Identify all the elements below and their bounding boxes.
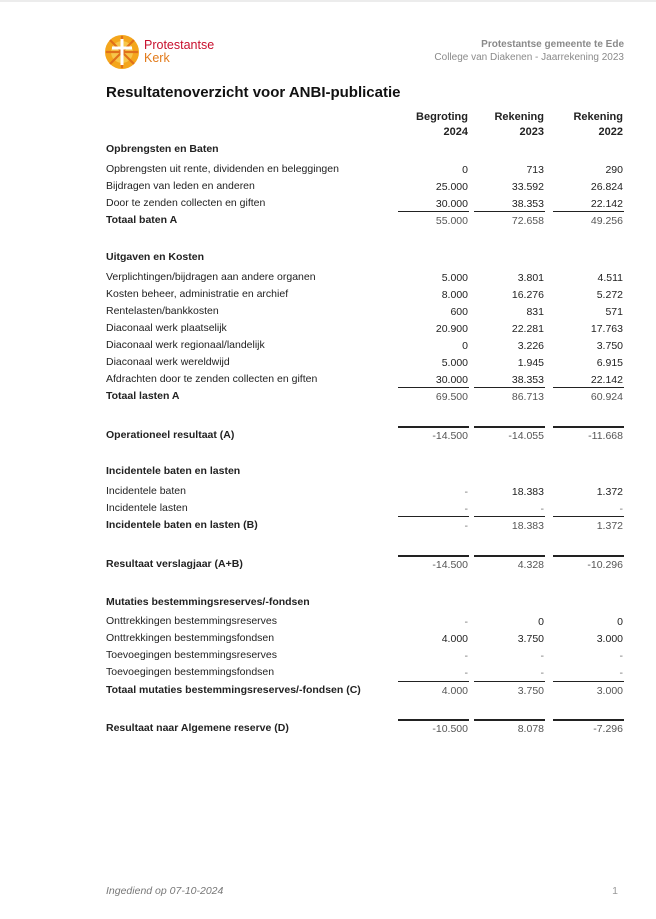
- cell-value: 1.372: [596, 520, 623, 532]
- cell-value: 72.658: [511, 215, 544, 227]
- cell-value: -: [464, 616, 468, 628]
- cell-value: 33.592: [511, 181, 544, 193]
- row-label: Bijdragen van leden en anderen: [106, 180, 255, 192]
- section-heading: [106, 594, 624, 610]
- cell-value: 5.272: [596, 289, 623, 301]
- column-header-rekening-2023: [474, 110, 544, 140]
- cell-value: 20.900: [435, 323, 468, 335]
- cell-value: 25.000: [435, 181, 468, 193]
- logo: [104, 34, 214, 70]
- cell-value: 16.276: [511, 289, 544, 301]
- cell-value: 8.000: [441, 289, 468, 301]
- row-label: Diaconaal werk regionaal/landelijk: [106, 339, 265, 351]
- table-row: [106, 195, 624, 211]
- cell-value: 18.383: [511, 520, 544, 532]
- cell-value: 86.713: [511, 391, 544, 403]
- cell-value: 69.500: [435, 391, 468, 403]
- logo-line1: Protestantse: [144, 38, 215, 52]
- cell-value: 3.000: [596, 633, 623, 645]
- result-row: [106, 427, 624, 443]
- total-row: [106, 388, 624, 404]
- cell-value: 30.000: [435, 374, 468, 386]
- cell-value: -: [464, 667, 468, 679]
- row-label: Incidentele baten en lasten: [106, 465, 241, 477]
- row-label: Opbrengsten en Baten: [106, 143, 219, 155]
- column-header-line2: 2022: [598, 126, 623, 138]
- cell-value: 55.000: [435, 215, 468, 227]
- row-label: Kosten beheer, administratie en archief: [106, 288, 289, 300]
- table-row: [106, 630, 624, 646]
- section-heading: [106, 249, 624, 265]
- cell-value: 38.353: [511, 198, 544, 210]
- cell-value: 3.750: [517, 633, 544, 645]
- column-header-line1: Begroting: [416, 111, 468, 123]
- cell-value: 4.328: [517, 559, 544, 571]
- cell-value: -14.500: [432, 430, 468, 442]
- document-subtitle: College van Diakenen - Jaarrekening 2023: [434, 52, 624, 63]
- cell-value: -: [619, 503, 623, 515]
- result-row: [106, 720, 624, 736]
- result-row: [106, 556, 624, 572]
- column-header-begroting-2024: [398, 110, 468, 140]
- section-heading: [106, 141, 624, 157]
- cell-value: -7.296: [593, 723, 623, 735]
- cell-value: 571: [605, 306, 623, 318]
- column-header-line2: 2024: [443, 126, 468, 138]
- table-row: [106, 269, 624, 285]
- row-label: Verplichtingen/bijdragen aan andere organen: [106, 271, 316, 283]
- cell-value: -14.500: [432, 559, 468, 571]
- row-label: Toevoegingen bestemmingsfondsen: [106, 666, 275, 678]
- table-row: [106, 161, 624, 177]
- cell-value: 8.078: [517, 723, 544, 735]
- cell-value: 18.383: [511, 486, 544, 498]
- row-label: Mutaties bestemmingsreserves/-fondsen: [106, 596, 310, 608]
- section-heading: [106, 463, 624, 479]
- row-label: Onttrekkingen bestemmingsreserves: [106, 615, 277, 627]
- column-header-line1: Rekening: [573, 111, 623, 123]
- cell-value: 60.924: [590, 391, 623, 403]
- cell-value: 600: [450, 306, 468, 318]
- cell-value: 0: [538, 616, 544, 628]
- table-row: [106, 613, 624, 629]
- cell-value: 6.915: [596, 357, 623, 369]
- table-row: [106, 286, 624, 302]
- row-label: Diaconaal werk plaatselijk: [106, 322, 227, 334]
- row-label: Afdrachten door te zenden collecten en giften: [106, 373, 318, 385]
- row-label: Resultaat naar Algemene reserve (D): [106, 722, 289, 734]
- total-row: [106, 517, 624, 533]
- logo-line2: Kerk: [144, 51, 170, 65]
- cell-value: 290: [605, 164, 623, 176]
- cell-value: 1.945: [517, 357, 544, 369]
- cell-value: -: [464, 520, 468, 532]
- row-label: Resultaat verslagjaar (A+B): [106, 558, 243, 570]
- cell-value: -14.055: [508, 430, 544, 442]
- cell-value: 26.824: [590, 181, 623, 193]
- table-row: [106, 337, 624, 353]
- column-header-line2: 2023: [519, 126, 544, 138]
- cell-value: 3.226: [517, 340, 544, 352]
- table-row: [106, 354, 624, 370]
- cell-value: 4.511: [597, 272, 623, 284]
- table-row: [106, 500, 624, 516]
- row-label: Uitgaven en Kosten: [106, 251, 205, 263]
- cell-value: -: [540, 503, 544, 515]
- row-label: Totaal mutaties bestemmingsreserves/-fondsen (C): [106, 684, 361, 696]
- table-row: [106, 178, 624, 194]
- cell-value: 5.000: [441, 272, 468, 284]
- total-row: [106, 212, 624, 228]
- total-row: [106, 682, 624, 698]
- cell-value: -: [464, 486, 468, 498]
- cell-value: 0: [462, 164, 468, 176]
- cell-value: 17.763: [590, 323, 623, 335]
- row-label: Incidentele baten en lasten (B): [106, 519, 258, 531]
- cell-value: -: [464, 503, 468, 515]
- row-label: Incidentele lasten: [106, 502, 188, 514]
- row-label: Totaal baten A: [106, 214, 178, 226]
- table-row: [106, 664, 624, 680]
- table-row: [106, 371, 624, 387]
- cell-value: -10.500: [432, 723, 468, 735]
- cell-value: 3.750: [596, 340, 623, 352]
- cell-value: -: [464, 650, 468, 662]
- submission-date: Ingediend op 07-10-2024: [106, 885, 224, 897]
- cell-value: -: [619, 667, 623, 679]
- table-row: [106, 320, 624, 336]
- cell-value: 0: [462, 340, 468, 352]
- cell-value: 3.801: [517, 272, 544, 284]
- cell-value: 4.000: [441, 685, 468, 697]
- cell-value: -: [540, 667, 544, 679]
- cell-value: 49.256: [590, 215, 623, 227]
- page-number: 1: [612, 885, 618, 897]
- row-label: Diaconaal werk wereldwijd: [106, 356, 230, 368]
- table-row: [106, 647, 624, 663]
- cell-value: -: [540, 650, 544, 662]
- cell-value: 3.000: [596, 685, 623, 697]
- cell-value: 831: [526, 306, 544, 318]
- page-title: Resultatenoverzicht voor ANBI-publicatie: [106, 84, 401, 101]
- cell-value: 713: [526, 164, 544, 176]
- row-label: Rentelasten/bankkosten: [106, 305, 219, 317]
- cell-value: -10.296: [587, 559, 623, 571]
- protestantse-kerk-logo-icon: [104, 34, 140, 70]
- row-label: Totaal lasten A: [106, 390, 180, 402]
- cell-value: 22.142: [590, 198, 623, 210]
- document-header: [434, 38, 624, 64]
- top-border: [0, 0, 656, 2]
- cell-value: -11.668: [588, 430, 623, 442]
- column-header-rekening-2022: [553, 110, 623, 140]
- cell-value: 4.000: [441, 633, 468, 645]
- row-label: Incidentele baten: [106, 485, 186, 497]
- row-label: Door te zenden collecten en giften: [106, 197, 266, 209]
- cell-value: 3.750: [517, 685, 544, 697]
- cell-value: 38.353: [511, 374, 544, 386]
- row-label: Onttrekkingen bestemmingsfondsen: [106, 632, 275, 644]
- cell-value: 22.142: [590, 374, 623, 386]
- row-label: Operationeel resultaat (A): [106, 429, 235, 441]
- table-row: [106, 303, 624, 319]
- row-label: Toevoegingen bestemmingsreserves: [106, 649, 278, 661]
- cell-value: -: [619, 650, 623, 662]
- cell-value: 1.372: [596, 486, 623, 498]
- cell-value: 30.000: [435, 198, 468, 210]
- table-row: [106, 483, 624, 499]
- cell-value: 22.281: [511, 323, 544, 335]
- column-header-line1: Rekening: [494, 111, 544, 123]
- cell-value: 5.000: [441, 357, 468, 369]
- organization-name: Protestantse gemeente te Ede: [481, 39, 624, 50]
- row-label: Opbrengsten uit rente, dividenden en beleggingen: [106, 163, 339, 175]
- cell-value: 0: [617, 616, 623, 628]
